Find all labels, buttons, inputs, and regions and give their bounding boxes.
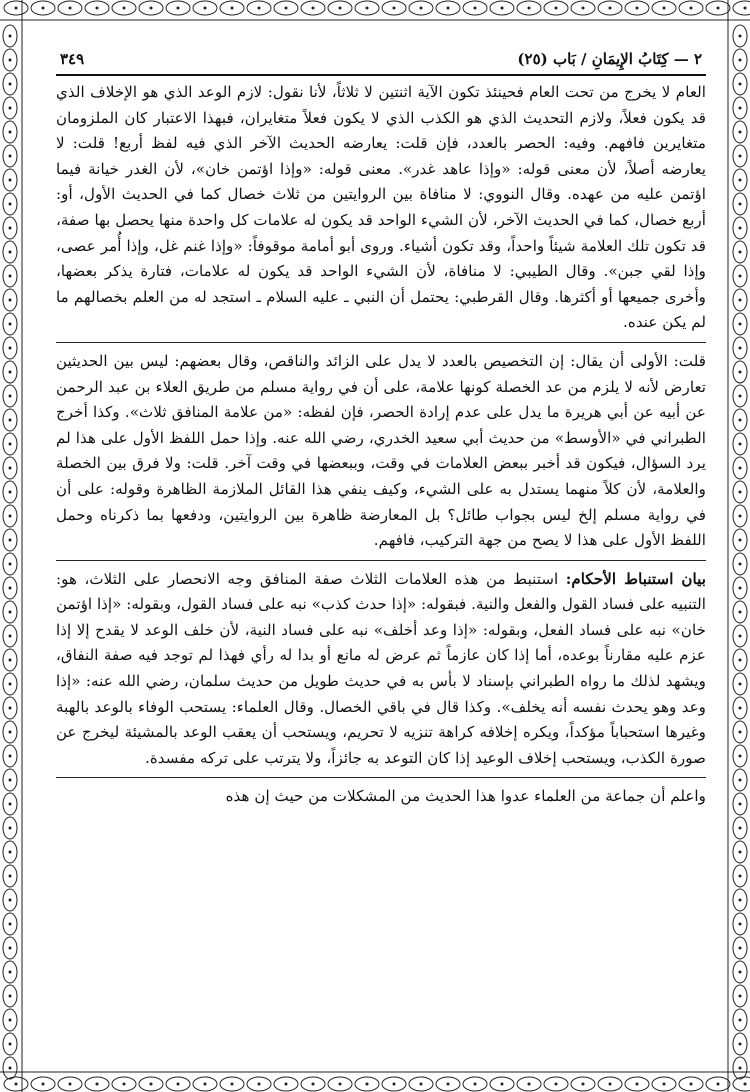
border-bottom-pattern	[0, 1070, 750, 1092]
page-body	[56, 76, 706, 810]
paragraph-divider	[56, 342, 706, 343]
border-right-pattern	[726, 0, 750, 1092]
running-header	[56, 50, 706, 76]
chapter-heading: ٢ — كِتَابُ الإِيمَانِ / بَاب (٢٥)	[517, 50, 702, 68]
border-left-pattern	[0, 0, 24, 1092]
paragraph-text: استنبط من هذه العلامات الثلاث صفة المنافق وجه الانحصار على الثلاث، هو: التنبيه على فساد القول والفعل والنية. فبقوله: «إذا حدث كذب» نبه على فساد القول، وبقوله: «إذا اؤتمن خان» نبه على فساد الفعل، وبقوله: «إذا وعد أخلف» نبه على فساد النية، لأن خلف الوعد لا يقدح إلا إذا عزم عليه مقارناً بوعده، أما إذا كان عازماً ثم عرض له مانع أو بدا له رأي فهذا لم توجد فيه صفة النفاق، ويشهد لذلك ما رواه الطبراني بإسناد لا بأس به في حديث طويل من حديث سلمان، رضي الله عنه: «إذا وعد وهو يحدث نفسه أنه يخلف». وكذا قال في باقي الخصال. وقال العلماء: يستحب الوفاء بالوعد بالهبة وغيرها استحباباً مؤكداً، ويكره إخلافه كراهة تنزيه لا تحريم، ويستحب أن يعقب الوعد بالمشيئة ليخرج عن صورة الكذب، ويستحب إخلاف الوعيد إذا كان التوعد به جائزاً، ولا يترتب على تركه مفسدة.	[56, 569, 706, 767]
paragraph	[56, 567, 706, 772]
border-top-pattern	[0, 0, 750, 22]
book-page	[56, 50, 706, 816]
paragraph-divider	[56, 777, 706, 778]
decorative-border-bottom	[0, 1070, 750, 1092]
page-number: ٣٤٩	[60, 50, 85, 68]
paragraph-divider	[56, 560, 706, 561]
decorative-border-top	[0, 0, 750, 22]
paragraph: واعلم أن جماعة من العلماء عدوا هذا الحديث من المشكلات من حيث إن هذه	[225, 787, 706, 806]
decorative-border-left	[0, 0, 24, 1092]
paragraph: العام لا يخرج من تحت العام فحينئذ تكون الآية اثنتين لا ثلاثاً، لأنا نقول: لازم الوعد الذي هو الإخلاف الذي قد يكون فعلاً، ولازم التحديث الذي هو الكذب الذي لا يكون فعلاً متغايران، فبهذا الاعتبار كان الملزومان متغايرين فافهم. وفيه: الحصر بالعدد، فإن قلت: يعارضه الحديث الآخر الذي فيه لفظ أربع! قلت: لا يعارضه أصلاً، لأن معنى قوله: «وإذا عاهد غدر». معنى قوله: «وإذا اؤتمن خان»، لأن الغدر خيانة فيما اؤتمن عليه من عهده. وقال النووي: لا منافاة بين الروايتين من ثلاث خصال كما في الحديث الأول، أو: أربع خصال، كما في الحديث الآخر، لأن الشيء الواحد قد يكون له علامات كل واحدة منها يحصل بها صفة، قد تكون تلك العلامة شيئاً واحداً، وقد تكون أشياء. وروى أبو أمامة موقوفاً: «وإذا غنم غل، وإذا أُمر عصى، وإذا لقي جبن». وقال الطيبي: لا منافاة، لأن الشيء الواحد قد يكون له علامات، فتارة يذكر بعضها، وأخرى جميعها أو أكثرها. وقال القرطبي: يحتمل أن النبي ـ عليه السلام ـ استجد له من العلم بخصالهم ما لم يكن عنده.	[56, 83, 706, 332]
decorative-border-right	[726, 0, 750, 1092]
paragraph: قلت: الأولى أن يقال: إن التخصيص بالعدد لا يدل على الزائد والناقص، وقال بعضهم: ليس بين الحديثين تعارض لأنه لا يلزم من عد الخصلة كونها علامة، على أن في رواية مسلم من طريق العلاء بن عبد الرحمن عن أبيه عن أبي هريرة ما يدل على عدم إرادة الحصر، فإن لفظه: «من علامة المنافق ثلاث». وكذا أخرج الطبراني في «الأوسط» من حديث أبي سعيد الخدري، رضي الله عنه. وإذا حمل اللفظ الأول على هذا لم يرد السؤال، فيكون قد أخبر ببعض العلامات في وقت، وببعضها في وقت آخر. قلت: ولا فرق بين الخصلة والعلامة، لأن كلاً منهما يستدل به على الشيء، وكيف ينفي هذا القائل الملازمة الظاهرة وقوله: على أن في رواية مسلم إلخ ليس بجواب طائل؟ بل المعارضة ظاهرة بين الروايتين، ودفعها بما ذكرناه وحمل اللفظ الأول على هذا لا يصح من جهة التركيب، فافهم.	[56, 351, 706, 550]
section-heading: بيان استنباط الأحكام:	[565, 569, 706, 588]
